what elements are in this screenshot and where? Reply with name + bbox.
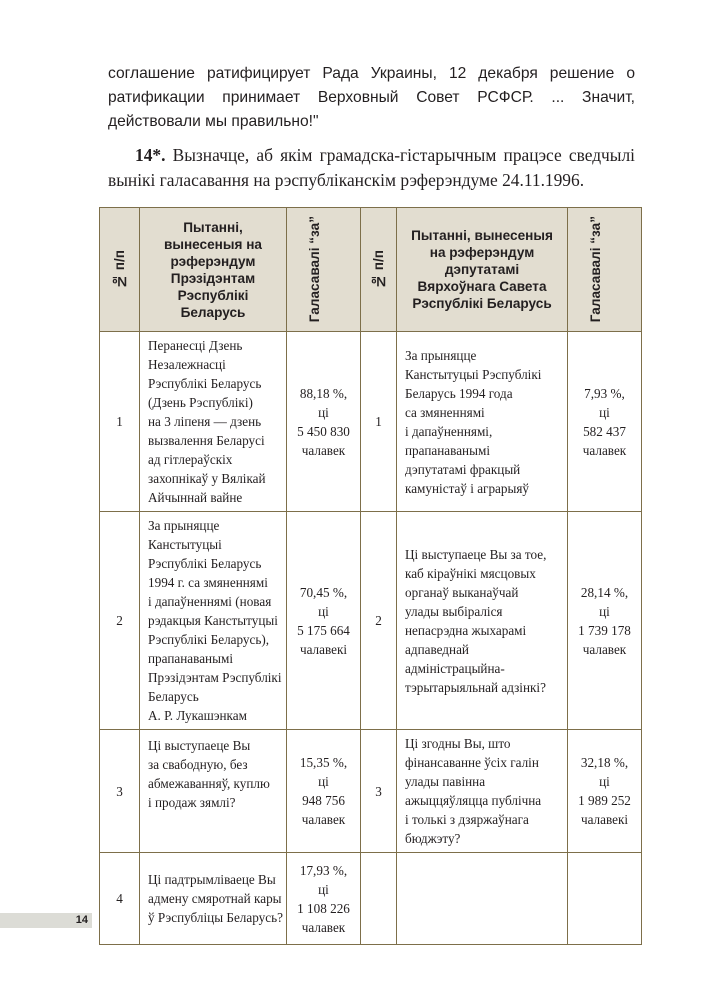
header-votes-1: Галасавалі “за” — [287, 208, 361, 332]
table-header-row — [100, 208, 642, 332]
table-row — [100, 512, 642, 730]
referendum-table — [99, 207, 642, 945]
votes-cell: 17,93 %, ці 1 108 226 чалавек — [287, 853, 361, 945]
row-number: 3 — [361, 730, 397, 853]
header-num-1: № п/п — [100, 208, 140, 332]
votes-cell: 88,18 %, ці 5 450 830 чалавек — [287, 332, 361, 512]
page-number: 14 — [75, 914, 88, 926]
votes-cell: 70,45 %, ці 5 175 664 чалавекі — [287, 512, 361, 730]
votes-cell: 28,14 %, ці 1 739 178 чалавек — [568, 512, 642, 730]
question-cell — [397, 853, 568, 945]
header-question-council: Пытанні, вынесеныя на рэферэндум дэпутатамі Вярхоўнага Савета Рэспублікі Беларусь — [397, 208, 568, 332]
question-cell: Ці выступаеце Вы за тое, каб кіраўнікі мясцовых органаў выканаўчай улады выбіраліся непасрэдна жыхарамі адпаведнай адміністрацыйна- тэрытарыяльнай адзінкі? — [397, 512, 568, 730]
question-cell: За прыняцце Канстытуцыі Рэспублікі Беларусь 1994 г. са змяненнямі і дапаўненнямі (новая рэдакцыя Канстытуцыі Рэспублікі Беларусь), прапанаванымі Прэзідэнтам Рэспублікі Беларусь А. Р. Лукашэнкам — [140, 512, 287, 730]
votes-cell — [568, 853, 642, 945]
question-cell: Перанесці Дзень Незалежнасці Рэспублікі Беларусь (Дзень Рэспублікі) на 3 ліпеня — дзень вызвалення Беларусі ад гітлераўскіх захопнікаў у Вялікай Айчыннай вайне — [140, 332, 287, 512]
intro-paragraph: соглашение ратифицирует Рада Украины, 12 декабря решение о ратификации принимает Верховный Совет РСФСР. ... Значит, действовали мы правильно!" — [108, 65, 635, 130]
votes-cell: 7,93 %, ці 582 437 чалавек — [568, 332, 642, 512]
row-number — [361, 853, 397, 945]
task-text: Вызначце, аб якім грамадска-гістарычным працэсе сведчылі вынікі галасавання на рэспубліканскім рэферэндуме 24.11.1996. — [108, 145, 635, 190]
row-number: 1 — [361, 332, 397, 512]
question-cell: Ці згодны Вы, што фінансаванне ўсіх галін улады павінна ажыццяўляцца публічна і толькі з дзяржаўнага бюджэту? — [397, 730, 568, 853]
row-number: 2 — [361, 512, 397, 730]
table-row — [100, 853, 642, 945]
table-row — [100, 730, 642, 853]
votes-cell: 32,18 %, ці 1 989 252 чалавекі — [568, 730, 642, 853]
question-cell: Ці выступаеце Вы за свабодную, без абмежаванняў, куплю і продаж зямлі? — [140, 730, 287, 853]
question-cell: За прыняцце Канстытуцыі Рэспублікі Беларусь 1994 года са змяненнямі і дапаўненнямі, прапанаванымі дэпутатамі фракцый камуністаў і аграрыяў — [397, 332, 568, 512]
votes-cell: 15,35 %, ці 948 756 чалавек — [287, 730, 361, 853]
row-number: 4 — [100, 853, 140, 945]
table-row — [100, 332, 642, 512]
header-question-president: Пытанні, вынесеныя на рэферэндум Прэзідэнтам Рэспублікі Беларусь — [140, 208, 287, 332]
row-number: 2 — [100, 512, 140, 730]
header-num-2: № п/п — [361, 208, 397, 332]
header-votes-2: Галасавалі “за” — [568, 208, 642, 332]
task-number: 14*. — [135, 145, 166, 165]
row-number: 3 — [100, 730, 140, 853]
question-cell: Ці падтрымліваеце Вы адмену смяротнай кары ў Рэспубліцы Беларусь? — [140, 853, 287, 945]
row-number: 1 — [100, 332, 140, 512]
task-paragraph — [108, 143, 635, 193]
